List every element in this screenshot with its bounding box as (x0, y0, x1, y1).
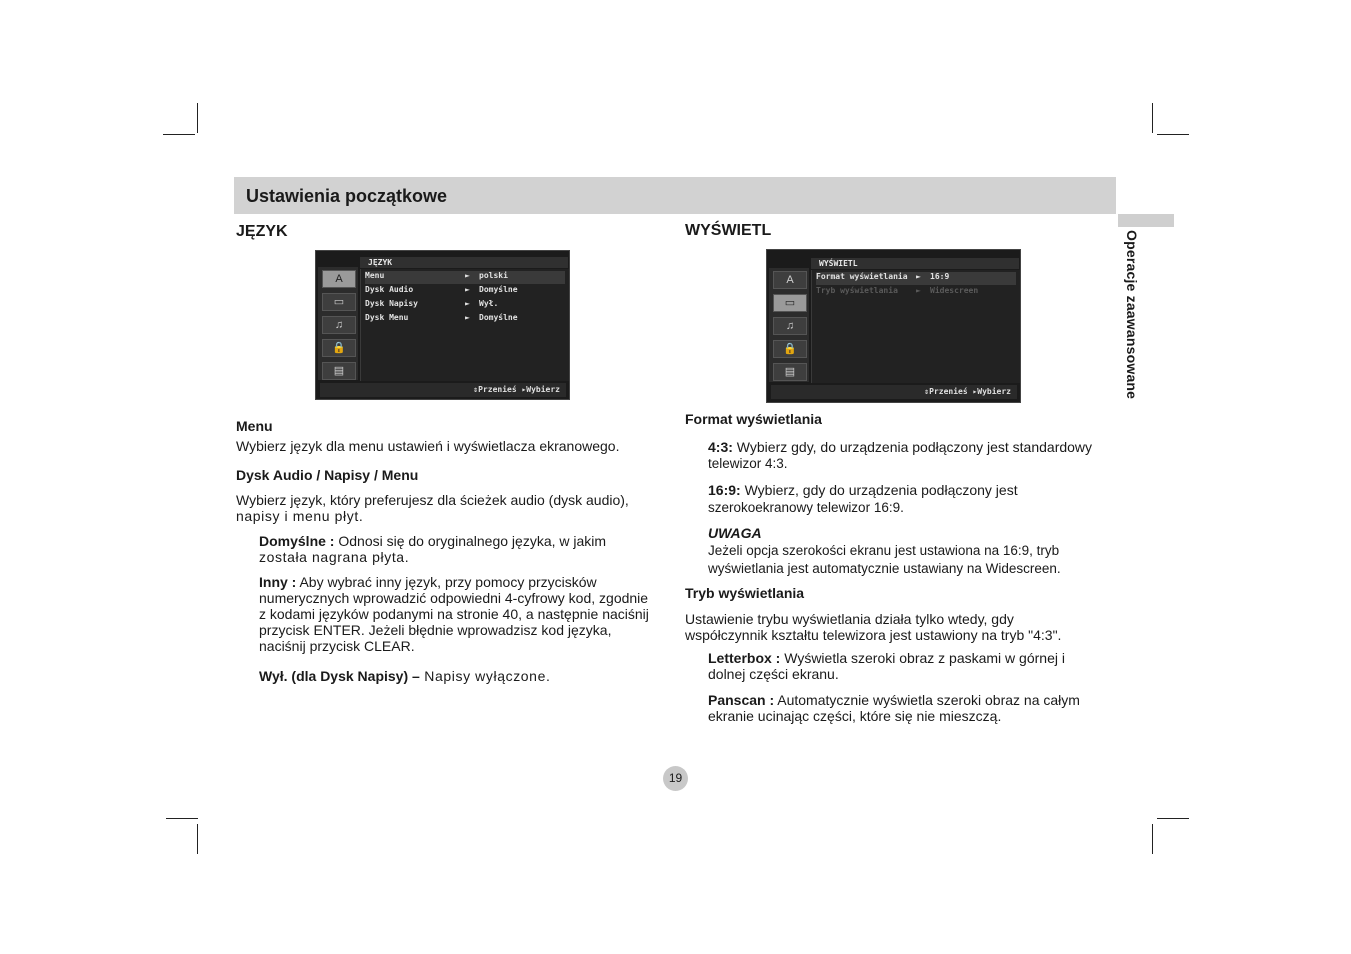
page-number: 19 (663, 766, 688, 791)
dysk-text-line: napisy i menu płyt. (236, 508, 364, 524)
osd-arrow-icon: ► (465, 271, 470, 280)
lock-icon[interactable]: 🔒 (773, 340, 807, 358)
uwaga-label: UWAGA (708, 525, 762, 541)
wyl-line (259, 668, 550, 684)
osd-icon-column (769, 268, 809, 382)
osd-row-key: Dysk Audio (365, 285, 414, 294)
osd-row-value: 16:9 (930, 272, 950, 281)
display-icon[interactable]: ▭ (322, 293, 356, 311)
osd-row-key: Tryb wyświetlania (816, 286, 898, 295)
osd-language-menu (315, 250, 570, 400)
osd-row-dysk-audio[interactable] (365, 285, 565, 298)
language-icon[interactable]: A (322, 270, 356, 288)
osd-row-key: Dysk Napisy (365, 299, 418, 308)
wyl-text: Napisy wyłączone. (419, 668, 551, 684)
f43-line (708, 439, 1092, 455)
f169-text: Wybierz, gdy do urządzenia podłączony jest (740, 482, 1018, 498)
osd-row-value: Domyślne (479, 313, 518, 322)
panscan-line (708, 692, 1080, 708)
crop-mark (1157, 818, 1189, 819)
side-tab (1118, 214, 1174, 227)
format-heading: Format wyświetlania (685, 411, 822, 427)
osd-arrow-icon: ► (916, 286, 921, 295)
crop-mark (163, 134, 195, 135)
crop-mark (166, 818, 198, 819)
uwaga-line: wyświetlania jest automatycznie ustawiany na Widescreen. (708, 561, 1061, 576)
crop-mark (1157, 134, 1189, 135)
osd-arrow-icon: ► (465, 285, 470, 294)
osd-row-menu[interactable] (365, 271, 565, 284)
lock-icon[interactable]: 🔒 (322, 339, 356, 357)
dysk-text-line: Wybierz język, który preferujesz dla ścieżek audio (dysk audio), (236, 492, 629, 508)
inny-label: Inny : (259, 574, 297, 590)
language-icon[interactable]: A (773, 271, 807, 289)
tryb-heading: Tryb wyświetlania (685, 585, 805, 601)
osd-row-tryb[interactable] (816, 286, 1016, 299)
section-title-jezyk: JĘZYK (236, 223, 288, 240)
f43-line: telewizor 4:3. (708, 456, 788, 471)
side-tab-label: Operacje zaawansowane (1124, 230, 1140, 400)
letterbox-text: Wyświetla szeroki obraz z paskami w górnej i (780, 650, 1065, 666)
osd-row-dysk-menu[interactable] (365, 313, 565, 326)
osd-arrow-icon: ► (465, 313, 470, 322)
inny-line: przycisk ENTER. Jeżeli błędnie wprowadzisz kod języka, (259, 622, 612, 638)
letterbox-label: Letterbox : (708, 650, 781, 666)
f43-text: Wybierz gdy, do urządzenia podłączony jest standardowy (732, 439, 1093, 455)
osd-row-value: Widescreen (930, 286, 979, 295)
crop-mark (197, 824, 198, 854)
osd-arrow-icon: ► (916, 272, 921, 281)
audio-icon[interactable]: ♫ (322, 316, 356, 334)
letterbox-line: dolnej części ekranu. (708, 666, 839, 682)
dysk-heading: Dysk Audio / Napisy / Menu (236, 467, 419, 483)
osd-arrow-icon: ► (465, 299, 470, 308)
domyslne-line (259, 533, 606, 549)
f43-label: 4:3: (708, 439, 733, 455)
header-bar (234, 177, 1116, 214)
osd-row-key: Menu (365, 271, 385, 280)
osd-main-area (811, 270, 1020, 383)
menu-heading: Menu (236, 418, 273, 434)
other-icon[interactable]: ▤ (322, 362, 356, 380)
inny-line: z kodami języków podanymi na stronie 40, a następnie naciśnij (259, 606, 649, 622)
crop-mark (1152, 824, 1153, 854)
inny-line (259, 574, 597, 590)
osd-row-value: Wył. (479, 299, 499, 308)
osd-row-value: polski (479, 271, 508, 280)
inny-line: numerycznych wprowadzić odpowiedni 4-cyfrowy kod, zgodnie (259, 590, 649, 606)
osd-row-value: Domyślne (479, 285, 518, 294)
osd-row-key: Format wyświetlania (816, 272, 908, 281)
tryb-line: współczynnik kształtu telewizora jest ustawiony na tryb "4:3". (685, 627, 1062, 643)
crop-mark (1152, 103, 1153, 133)
osd-footer-hint: ⇕Przenieś ▸Wybierz (771, 385, 1017, 399)
domyslne-label: Domyślne : (259, 533, 335, 549)
tryb-line: Ustawienie trybu wyświetlania działa tylko wtedy, gdy (685, 611, 1014, 627)
display-icon[interactable]: ▭ (773, 294, 807, 312)
osd-display-menu (766, 249, 1021, 403)
crop-mark (197, 103, 198, 133)
panscan-text: Automatycznie wyświetla szeroki obraz na całym (774, 692, 1080, 708)
other-icon[interactable]: ▤ (773, 363, 807, 381)
osd-title: WYŚWIETL (819, 259, 858, 268)
osd-row-key: Dysk Menu (365, 313, 409, 322)
osd-title: JĘZYK (368, 258, 393, 267)
menu-text: Wybierz język dla menu ustawień i wyświetlacza ekranowego. (236, 438, 620, 454)
osd-row-dysk-napisy[interactable] (365, 299, 565, 312)
domyslne-line: została nagrana płyta. (259, 549, 410, 565)
osd-main-area (360, 269, 569, 381)
letterbox-line (708, 650, 1065, 666)
wyl-label: Wył. (dla Dysk Napisy) – (259, 668, 420, 684)
domyslne-text: Odnosi się do oryginalnego języka, w jakim (334, 533, 607, 549)
panscan-line: ekranie ucinając części, które się nie mieszczą. (708, 708, 1002, 724)
inny-line: naciśnij przycisk CLEAR. (259, 638, 415, 654)
panscan-label: Panscan : (708, 692, 775, 708)
osd-footer-hint: ⇕Przenieś ▸Wybierz (320, 383, 566, 397)
f169-line: szerokoekranowy telewizor 16:9. (708, 500, 904, 515)
uwaga-line: Jeżeli opcja szerokości ekranu jest ustawiona na 16:9, tryb (708, 543, 1060, 558)
inny-text: Aby wybrać inny język, przy pomocy przycisków (296, 574, 597, 590)
section-title-wyswietl: WYŚWIETL (685, 222, 772, 239)
page-title: Ustawienia początkowe (246, 186, 448, 206)
osd-row-format[interactable] (816, 272, 1016, 285)
f169-line (708, 482, 1018, 498)
audio-icon[interactable]: ♫ (773, 317, 807, 335)
f169-label: 16:9: (708, 482, 741, 498)
osd-icon-column (318, 267, 358, 380)
